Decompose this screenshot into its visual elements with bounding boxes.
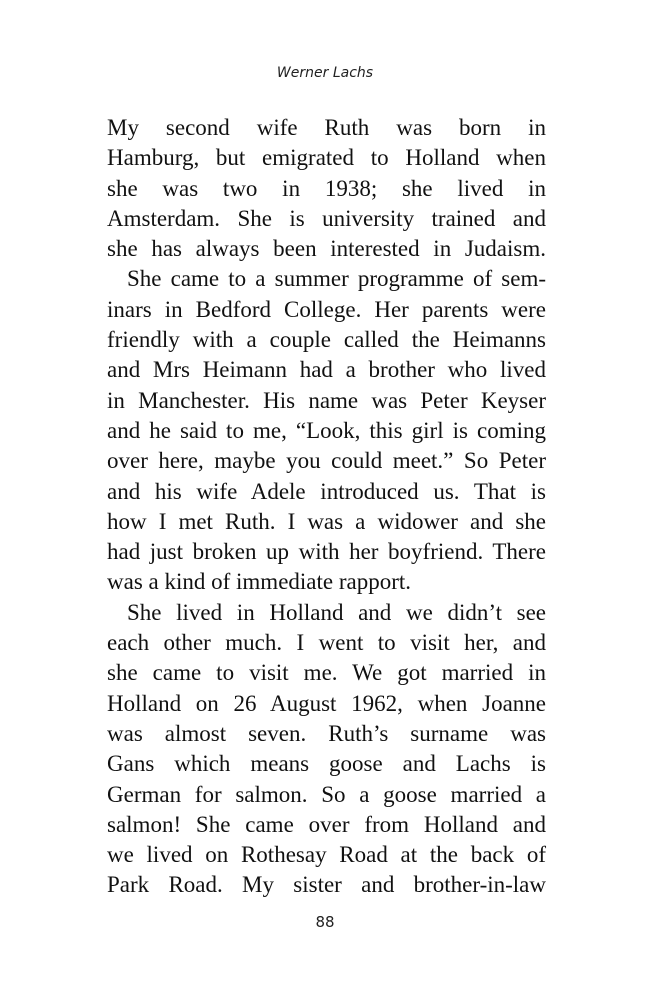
text-line: in Manchester. His name was Peter Keyser	[107, 387, 546, 413]
text-line: and he said to me, “Look, this girl is coming	[107, 417, 546, 443]
text-line: she came to visit me. We got married in	[107, 660, 546, 686]
text-line: each other much. I went to visit her, and	[107, 630, 546, 656]
text-line: salmon! She came over from Holland and	[107, 811, 546, 837]
paragraph	[107, 113, 546, 264]
text-line: Amsterdam. She is university trained and	[107, 205, 546, 231]
page-number: 88	[315, 913, 335, 931]
text-line: Holland on 26 August 1962, when Joanne	[107, 690, 546, 716]
body-text	[107, 113, 546, 901]
text-line: and his wife Adele introduced us. That is	[107, 478, 546, 504]
text-line: we lived on Rothesay Road at the back of	[107, 842, 546, 868]
paragraph	[107, 264, 546, 597]
text-line: inars in Bedford College. Her parents were	[107, 296, 546, 322]
text-line: she has always been interested in Judaism.	[107, 236, 546, 262]
text-line: Hamburg, but emigrated to Holland when	[107, 145, 546, 171]
text-line: Gans which means goose and Lachs is	[107, 751, 546, 777]
text-line: friendly with a couple called the Heimanns	[107, 327, 546, 353]
text-line: was a kind of immediate rapport.	[107, 569, 412, 595]
text-line: She came to a summer programme of sem-	[127, 266, 546, 292]
text-line: was almost seven. Ruth’s surname was	[107, 720, 546, 746]
text-line: she was two in 1938; she lived in	[107, 175, 546, 201]
text-line: German for salmon. So a goose married a	[107, 781, 546, 807]
text-line: My second wife Ruth was born in	[107, 115, 546, 140]
paragraph	[107, 598, 546, 901]
running-header: Werner Lachs	[276, 65, 374, 81]
text-line: over here, maybe you could meet.” So Peter	[107, 448, 546, 474]
text-line: how I met Ruth. I was a widower and she	[107, 508, 546, 534]
text-line: She lived in Holland and we didn’t see	[127, 599, 546, 625]
text-line: had just broken up with her boyfriend. There	[107, 539, 546, 565]
text-line: and Mrs Heimann had a brother who lived	[107, 357, 546, 383]
text-line: Park Road. My sister and brother-in-law	[107, 872, 546, 898]
